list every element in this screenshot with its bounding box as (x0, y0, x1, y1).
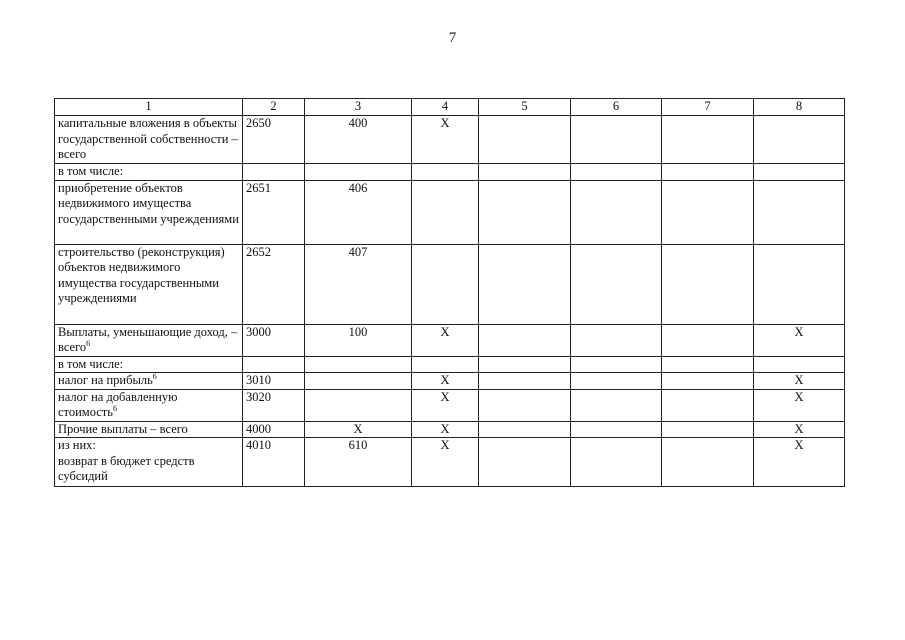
row-code-cell: 4000 (243, 421, 305, 438)
column-header: 4 (412, 99, 479, 116)
col-6-cell (571, 373, 662, 390)
col-7-cell (662, 164, 754, 181)
col-4-cell: X (412, 116, 479, 164)
column-header: 5 (479, 99, 571, 116)
row-code-cell: 4010 (243, 438, 305, 487)
table-row (55, 438, 845, 487)
row-label-cell (55, 324, 243, 356)
row-label-text: из них: (58, 438, 96, 452)
table-row (55, 116, 845, 164)
row-label-cell (55, 164, 243, 181)
col-5-cell (479, 438, 571, 487)
col-4-cell: X (412, 421, 479, 438)
column-number-row (55, 99, 845, 116)
col-7-cell (662, 116, 754, 164)
row-code-cell: 3010 (243, 373, 305, 390)
col-8-cell (754, 356, 845, 373)
col-6-cell (571, 438, 662, 487)
row-code-cell: 3020 (243, 389, 305, 421)
col-4-cell: X (412, 324, 479, 356)
col-3-cell (305, 373, 412, 390)
col-7-cell (662, 180, 754, 244)
row-code-cell: 2650 (243, 116, 305, 164)
column-header: 3 (305, 99, 412, 116)
col-7-cell (662, 389, 754, 421)
col-3-cell: 610 (305, 438, 412, 487)
column-header: 7 (662, 99, 754, 116)
column-header: 8 (754, 99, 845, 116)
row-label-cell (55, 180, 243, 244)
col-4-cell: X (412, 438, 479, 487)
row-label-cell (55, 389, 243, 421)
row-code-cell (243, 164, 305, 181)
col-5-cell (479, 164, 571, 181)
col-6-cell (571, 164, 662, 181)
col-4-cell (412, 244, 479, 324)
row-label-text: капитальные вложения в объекты государственной собственности – всего (58, 116, 238, 161)
col-8-cell: X (754, 324, 845, 356)
col-5-cell (479, 373, 571, 390)
col-7-cell (662, 356, 754, 373)
row-label-cell (55, 373, 243, 390)
col-8-cell (754, 244, 845, 324)
col-6-cell (571, 244, 662, 324)
col-5-cell (479, 356, 571, 373)
col-8-cell (754, 180, 845, 244)
col-5-cell (479, 180, 571, 244)
col-6-cell (571, 180, 662, 244)
table-row (55, 356, 845, 373)
row-label-text: в том числе: (58, 164, 124, 178)
col-3-cell (305, 164, 412, 181)
row-label-text: приобретение объектов недвижимого имущества государственными учреждениями (58, 180, 239, 226)
col-3-cell: 406 (305, 180, 412, 244)
page-number: 7 (448, 30, 457, 46)
col-4-cell: X (412, 373, 479, 390)
col-5-cell (479, 324, 571, 356)
col-7-cell (662, 244, 754, 324)
col-3-cell: 100 (305, 324, 412, 356)
row-label-cell (55, 244, 243, 324)
col-3-cell (305, 389, 412, 421)
col-8-cell: X (754, 438, 845, 487)
col-3-cell: 407 (305, 244, 412, 324)
row-label-cell (55, 356, 243, 373)
col-7-cell (662, 324, 754, 356)
row-label-cell (55, 421, 243, 438)
col-5-cell (479, 244, 571, 324)
row-label-text: Прочие выплаты – всего (58, 421, 188, 436)
col-6-cell (571, 324, 662, 356)
row-label-text: в том числе: (58, 356, 124, 371)
table-row (55, 324, 845, 356)
col-8-cell: X (754, 421, 845, 438)
col-7-cell (662, 438, 754, 487)
report-table (54, 98, 845, 487)
row-code-cell: 2652 (243, 244, 305, 324)
row-label-text: строительство (реконструкция) объектов недвижимого имущества государственными учреждениями (58, 244, 225, 305)
row-label-text: налог на добавленную стоимость (58, 389, 178, 419)
col-7-cell (662, 421, 754, 438)
col-8-cell: X (754, 389, 845, 421)
row-code-cell: 3000 (243, 324, 305, 356)
col-5-cell (479, 116, 571, 164)
row-label-cell (55, 116, 243, 164)
table-row (55, 421, 845, 438)
col-6-cell (571, 116, 662, 164)
table-row (55, 389, 845, 421)
col-8-cell (754, 164, 845, 181)
footnote-marker: 6 (86, 338, 91, 348)
col-4-cell (412, 164, 479, 181)
table-row (55, 180, 845, 244)
col-8-cell: X (754, 373, 845, 390)
col-3-cell: 400 (305, 116, 412, 164)
col-6-cell (571, 389, 662, 421)
col-4-cell (412, 180, 479, 244)
row-label-text: Выплаты, уменьшающие доход, – всего (58, 324, 238, 354)
table-row (55, 244, 845, 324)
footnote-marker: 6 (152, 371, 157, 381)
column-header: 6 (571, 99, 662, 116)
col-6-cell (571, 421, 662, 438)
table-row (55, 373, 845, 390)
row-code-cell (243, 356, 305, 373)
col-6-cell (571, 356, 662, 373)
column-header: 2 (243, 99, 305, 116)
col-4-cell (412, 356, 479, 373)
col-7-cell (662, 373, 754, 390)
row-code-cell: 2651 (243, 180, 305, 244)
row-label-text: возврат в бюджет средств субсидий (58, 453, 195, 483)
col-5-cell (479, 389, 571, 421)
col-3-cell (305, 356, 412, 373)
col-3-cell: X (305, 421, 412, 438)
table-row (55, 164, 845, 181)
col-5-cell (479, 421, 571, 438)
col-4-cell: X (412, 389, 479, 421)
row-label-text: налог на прибыль (58, 373, 153, 387)
table-body (55, 116, 845, 487)
row-label-cell (55, 438, 243, 487)
col-8-cell (754, 116, 845, 164)
footnote-marker: 6 (112, 403, 117, 413)
column-header: 1 (55, 99, 243, 116)
